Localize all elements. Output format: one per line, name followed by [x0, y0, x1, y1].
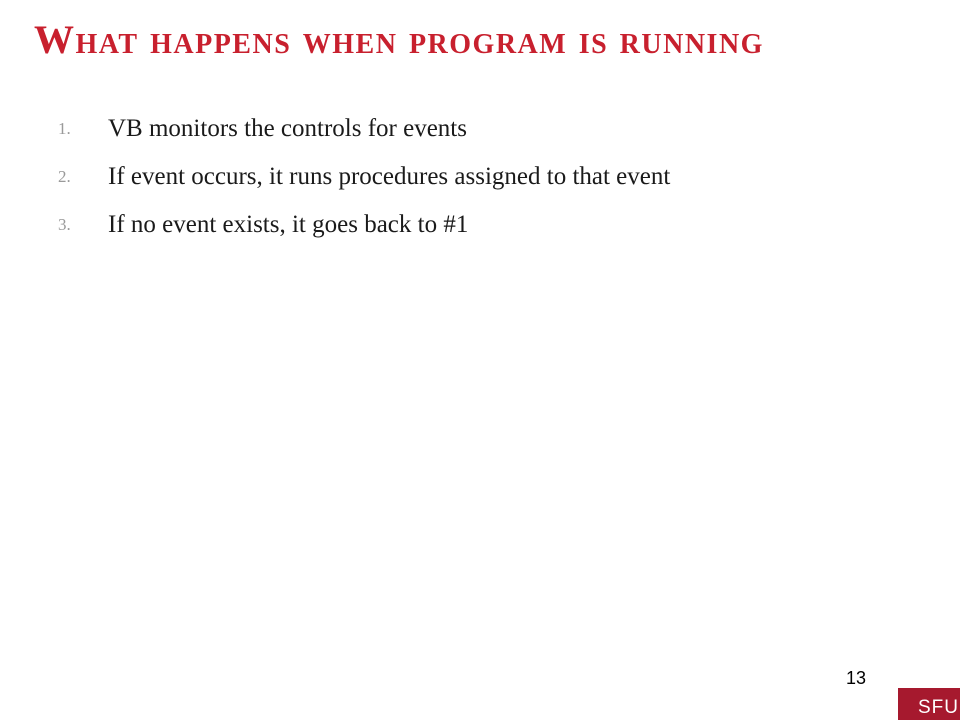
list-item-text: If no event exists, it goes back to #1	[108, 211, 469, 238]
sfu-logo	[898, 688, 960, 720]
list-item-text: VB monitors the controls for events	[108, 115, 467, 142]
list-item-number: 3.	[58, 215, 71, 234]
list-item	[58, 160, 838, 194]
list-item	[58, 112, 838, 146]
list-item-number: 2.	[58, 167, 71, 186]
logo-text: SFU	[918, 697, 959, 718]
slide-title: What happens when program is running	[34, 17, 764, 62]
bullet-list	[58, 112, 838, 256]
list-item-text: If event occurs, it runs procedures assigned to that event	[108, 163, 671, 190]
page-number: 13	[846, 668, 867, 688]
list-item	[58, 208, 838, 242]
list-item-number: 1.	[58, 119, 71, 138]
